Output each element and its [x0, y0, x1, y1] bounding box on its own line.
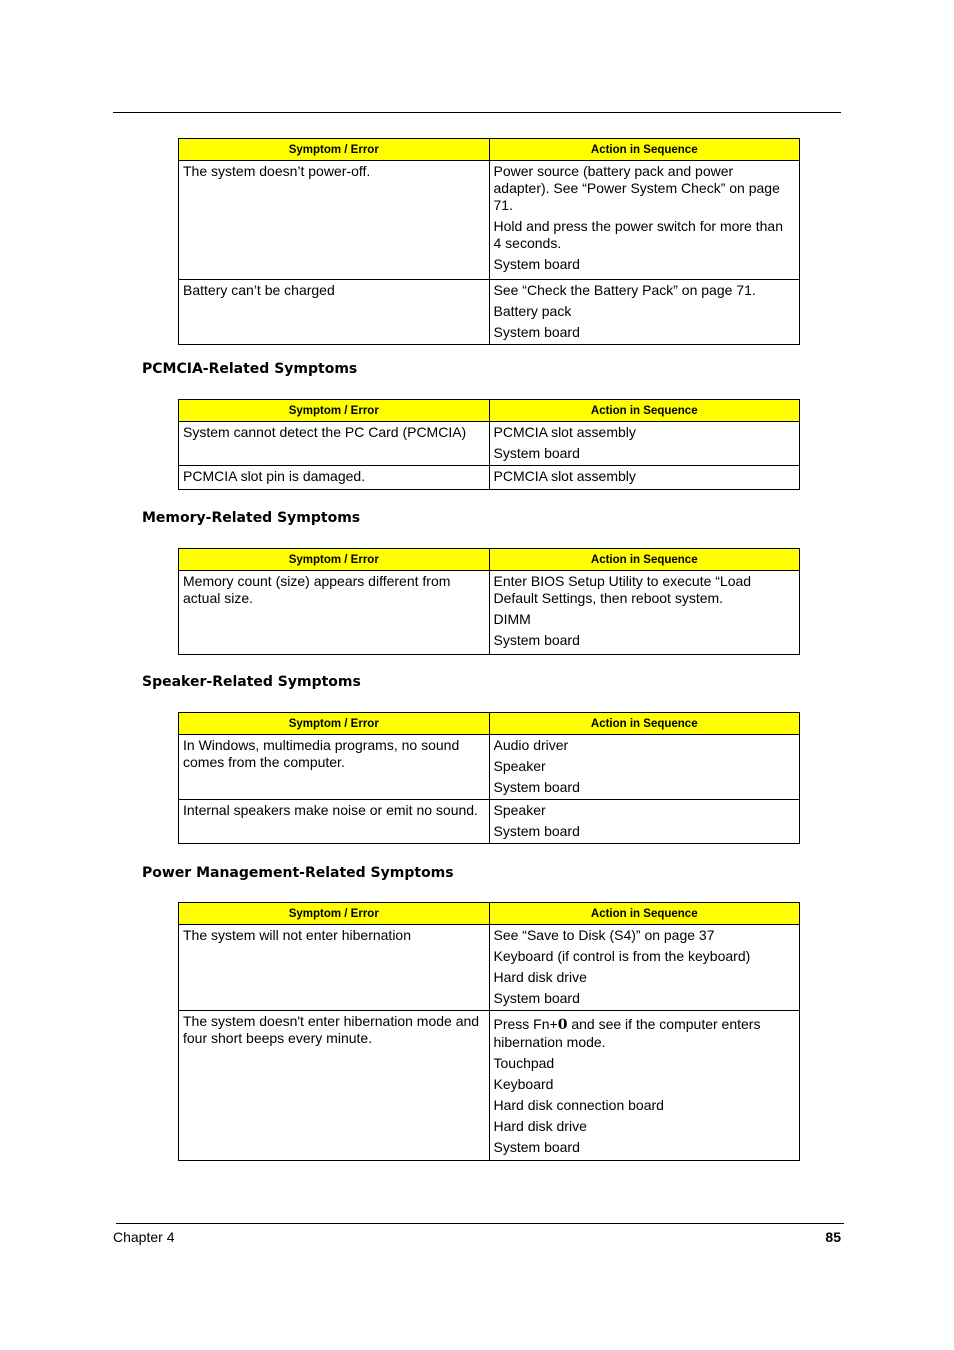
section-heading: Memory-Related Symptoms [142, 510, 361, 526]
section-heading: Speaker-Related Symptoms [142, 674, 361, 690]
action-header: Action in Sequence [489, 549, 800, 571]
power-symptoms-table [178, 138, 800, 345]
memory-symptoms-table [178, 548, 800, 655]
symptom-header: Symptom / Error [179, 139, 490, 161]
action-header: Action in Sequence [489, 400, 800, 422]
table-row [179, 800, 800, 844]
symptom-cell: Internal speakers make noise or emit no sound. [179, 800, 490, 844]
symptom-cell: The system doesn’t power-off. [179, 161, 490, 280]
section-heading: PCMCIA-Related Symptoms [142, 361, 358, 377]
section-heading: Power Management-Related Symptoms [142, 865, 454, 881]
action-cell: PCMCIA slot assembly System board [489, 422, 800, 466]
action-cell: See “Save to Disk (S4)” on page 37 Keyboard (if control is from the keyboard) Hard disk drive System board [489, 925, 800, 1011]
symptom-cell: Battery can’t be charged [179, 280, 490, 345]
press-key-instruction: Press Fn+0 and see if the computer enters hibernation mode. [493, 1016, 761, 1050]
table-row [179, 1011, 800, 1161]
action-header: Action in Sequence [489, 139, 800, 161]
footer-page-number: 85 [825, 1229, 841, 1245]
speaker-symptoms-table [178, 712, 800, 844]
table-header-row [179, 713, 800, 735]
table-header-row [179, 549, 800, 571]
table-header-row [179, 903, 800, 925]
action-cell: Speaker System board [489, 800, 800, 844]
symptom-cell: In Windows, multimedia programs, no sound comes from the computer. [179, 735, 490, 800]
table-row [179, 422, 800, 466]
symptom-header: Symptom / Error [179, 713, 490, 735]
table-row [179, 571, 800, 655]
table-row [179, 161, 800, 280]
symptom-header: Symptom / Error [179, 549, 490, 571]
table-header-row [179, 400, 800, 422]
symptom-header: Symptom / Error [179, 400, 490, 422]
action-cell: Enter BIOS Setup Utility to execute “Load Default Settings, then reboot system. DIMM System board [489, 571, 800, 655]
table-row [179, 925, 800, 1011]
symptom-cell: The system will not enter hibernation [179, 925, 490, 1011]
action-header: Action in Sequence [489, 903, 800, 925]
symptom-cell: Memory count (size) appears different from actual size. [179, 571, 490, 655]
footer-rule [116, 1223, 844, 1224]
table-row [179, 466, 800, 490]
action-cell: See “Check the Battery Pack” on page 71. Battery pack System board [489, 280, 800, 345]
key-zero: 0 [557, 1017, 568, 1033]
footer-chapter: Chapter 4 [113, 1229, 175, 1245]
header-rule [113, 112, 841, 113]
action-cell: Power source (battery pack and power adapter). See “Power System Check” on page 71. Hold and press the power switch for more than 4 seconds. System board [489, 161, 800, 280]
action-cell: Audio driver Speaker System board [489, 735, 800, 800]
action-cell: PCMCIA slot assembly [489, 466, 800, 490]
table-row [179, 735, 800, 800]
table-row [179, 280, 800, 345]
pcmcia-symptoms-table [178, 399, 800, 490]
symptom-cell: The system doesn't enter hibernation mode and four short beeps every minute. [179, 1011, 490, 1161]
action-cell: Press Fn+0 and see if the computer enters hibernation mode. Touchpad Keyboard Hard disk connection board Hard disk drive System board [489, 1011, 800, 1161]
action-header: Action in Sequence [489, 713, 800, 735]
symptom-cell: PCMCIA slot pin is damaged. [179, 466, 490, 490]
symptom-header: Symptom / Error [179, 903, 490, 925]
table-header-row [179, 139, 800, 161]
power-management-symptoms-table [178, 902, 800, 1161]
symptom-cell: System cannot detect the PC Card (PCMCIA) [179, 422, 490, 466]
